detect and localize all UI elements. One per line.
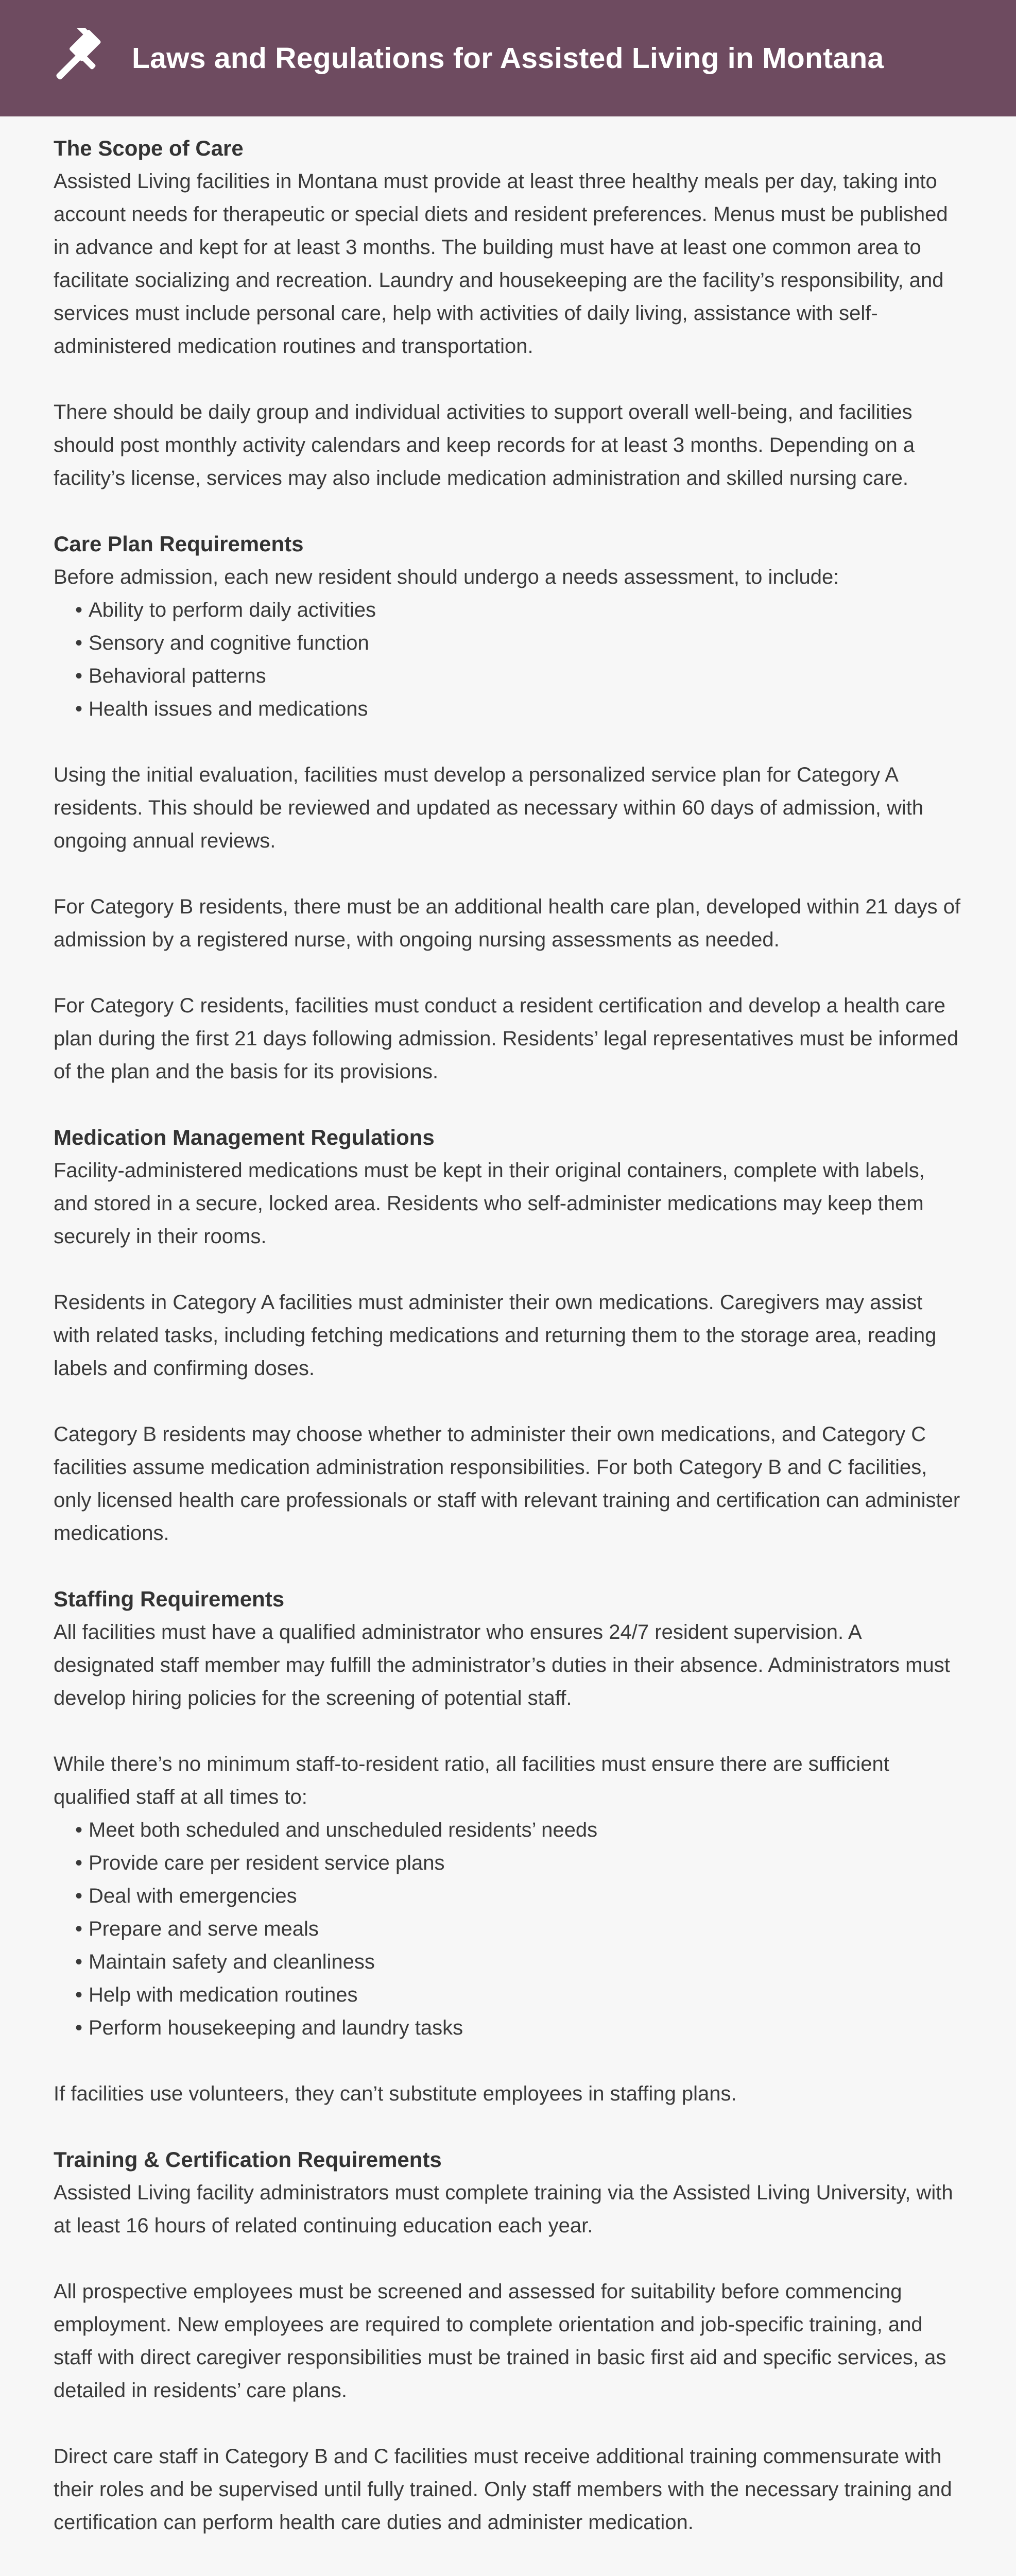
section-title-reporting-abuse bbox=[54, 2572, 962, 2576]
list-item: • Behavioral patterns bbox=[75, 659, 962, 692]
paragraph: For Category B residents, there must be an additional health care plan, developed within 21 days of admission by a registered nurse, with ongoing nursing assessments as needed. bbox=[54, 895, 961, 951]
paragraph: Before admission, each new resident should undergo a needs assessment, to include: bbox=[54, 566, 839, 588]
list-item: • Meet both scheduled and unscheduled residents’ needs bbox=[75, 1814, 962, 1846]
list-item: • Perform housekeeping and laundry tasks bbox=[75, 2011, 962, 2044]
gavel-icon bbox=[50, 28, 111, 89]
paragraph: There should be daily group and individual activities to support overall well-being, and facilities should post monthly activity calendars and keep records for at least 3 months. Depending on a facility’s license, services may also include medication administration and skilled nursing care. bbox=[54, 401, 915, 489]
list-item: • Maintain safety and cleanliness bbox=[75, 1945, 962, 1978]
paragraph: If facilities use volunteers, they can’t substitute employees in staffing plans. bbox=[54, 2082, 737, 2105]
list-item: • Sensory and cognitive function bbox=[75, 626, 962, 659]
section-title-staffing: Staffing Requirements bbox=[54, 1587, 285, 1611]
paragraph: Assisted Living facility administrators must complete training via the Assisted Living University, with at least 16 hours of related continuing education each year. bbox=[54, 2181, 953, 2237]
list-item: • Ability to perform daily activities bbox=[75, 594, 962, 626]
section-title-training: Training & Certification Requirements bbox=[54, 2147, 442, 2172]
staffing-duties-list bbox=[54, 1814, 962, 2044]
section-title-scope-of-care: The Scope of Care bbox=[54, 136, 244, 160]
section-title-care-plan: Care Plan Requirements bbox=[54, 532, 304, 556]
list-item: • Provide care per resident service plans bbox=[75, 1846, 962, 1879]
list-item: • Health issues and medications bbox=[75, 692, 962, 725]
paragraph: Facility-administered medications must be kept in their original containers, complete with labels, and stored in a secure, locked area. Residents who self-administer medications may keep them securely in their rooms. bbox=[54, 1159, 925, 1248]
paragraph: For Category C residents, facilities must conduct a resident certification and develop a health care plan during the first 21 days following admission. Residents’ legal representatives must be informed of the plan and the basis for its provisions. bbox=[54, 994, 959, 1083]
list-item: • Help with medication routines bbox=[75, 1978, 962, 2011]
paragraph: Using the initial evaluation, facilities must develop a personalized service plan for Category A residents. This should be reviewed and updated as necessary within 60 days of admission, with ongoing annual reviews. bbox=[54, 764, 924, 852]
paragraph: All facilities must have a qualified administrator who ensures 24/7 resident supervision. A designated staff member may fulfill the administrator’s duties in their absence. Administrators must develop hiring policies for the screening of potential staff. bbox=[54, 1621, 950, 1709]
article-body bbox=[0, 116, 1016, 2576]
page-title: Laws and Regulations for Assisted Living in Montana bbox=[132, 42, 884, 75]
paragraph: Assisted Living facilities in Montana must provide at least three healthy meals per day, taking into account needs for therapeutic or special diets and resident preferences. Menus must be published in advance and kept for at least 3 months. The building must have at least one common area to facilitate socializing and recreation. Laundry and housekeeping are the facility’s responsibility, and services must include personal care, help with activities of daily living, assistance with self-administered medication routines and transportation. bbox=[54, 170, 948, 358]
paragraph: Residents in Category A facilities must administer their own medications. Caregivers may assist with related tasks, including fetching medications and returning them to the storage area, reading labels and confirming doses. bbox=[54, 1291, 937, 1380]
page-header bbox=[0, 0, 1016, 116]
paragraph: Category B residents may choose whether to administer their own medications, and Category C facilities assume medication administration responsibilities. For both Category B and C facilities, only licensed health care professionals or staff with relevant training and certification can administer medications. bbox=[54, 1423, 960, 1545]
list-item: • Prepare and serve meals bbox=[75, 1912, 962, 1945]
paragraph: While there’s no minimum staff-to-resident ratio, all facilities must ensure there are sufficient qualified staff at all times to: bbox=[54, 1753, 889, 1808]
section-title-medication: Medication Management Regulations bbox=[54, 1125, 435, 1149]
paragraph: All prospective employees must be screened and assessed for suitability before commencing employment. New employees are required to complete orientation and job-specific training, and staff with direct caregiver responsibilities must be trained in basic first aid and specific services, as detailed in residents’ care plans. bbox=[54, 2280, 946, 2402]
list-item: • Deal with emergencies bbox=[75, 1879, 962, 1912]
assessment-list bbox=[54, 594, 962, 725]
paragraph: Direct care staff in Category B and C facilities must receive additional training commensurate with their roles and be supervised until fully trained. Only staff members with the necessary training and certification can perform health care duties and administer medication. bbox=[54, 2445, 952, 2534]
